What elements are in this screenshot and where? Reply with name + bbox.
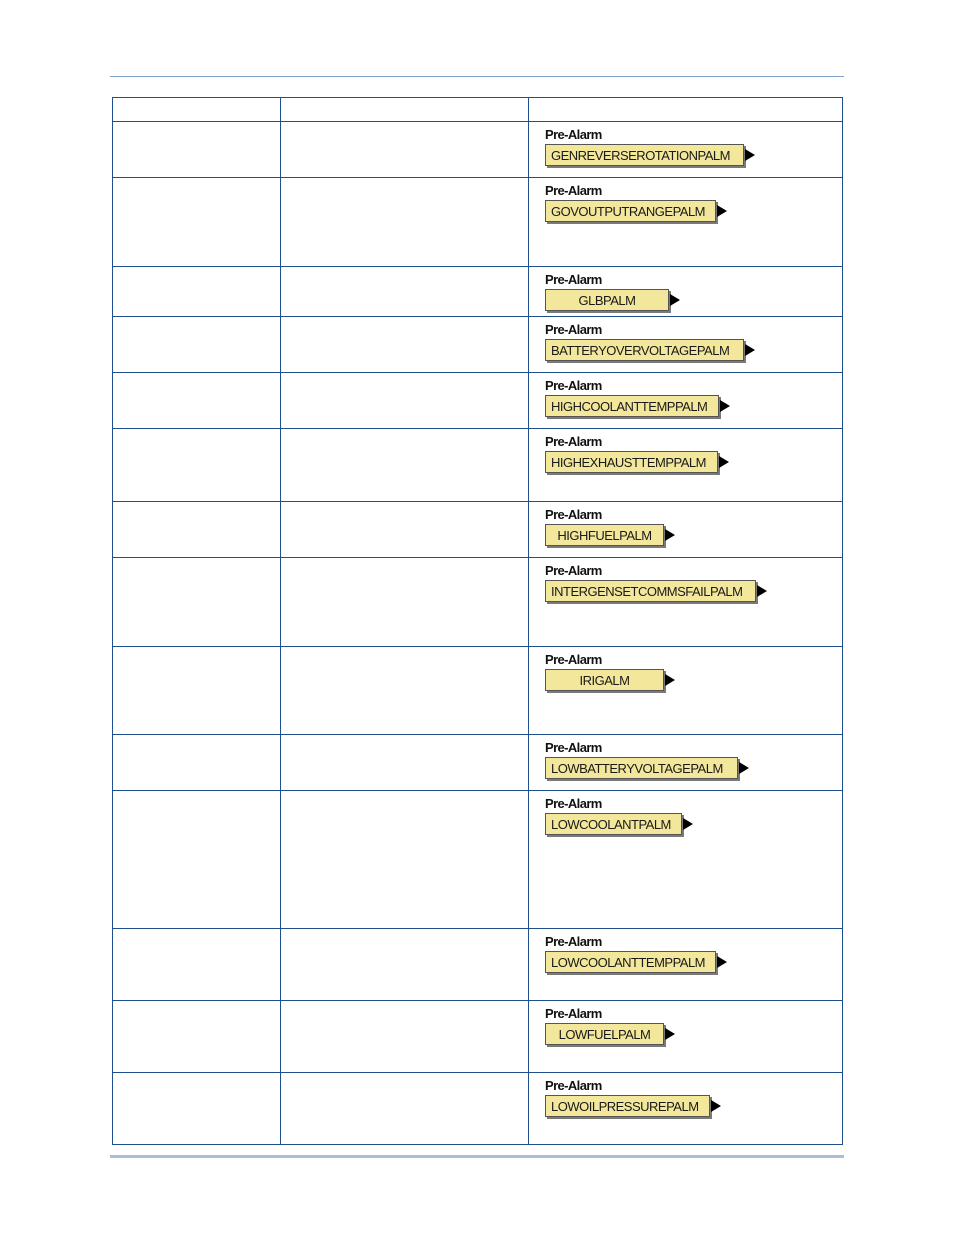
element-caption: Pre-Alarm: [545, 1006, 602, 1021]
alarm-label: BATTERYOVERVOLTAGEPALM: [545, 339, 744, 361]
table-row: [113, 267, 843, 317]
description-cell: [281, 178, 529, 267]
table-row: [113, 178, 843, 267]
logic-element: [545, 379, 842, 417]
description-cell: [281, 558, 529, 647]
logic-element-cell: [529, 317, 843, 373]
element-caption: Pre-Alarm: [545, 434, 602, 449]
description-cell: [281, 502, 529, 558]
table-row: [113, 1001, 843, 1073]
name-cell: [113, 558, 281, 647]
header-cell-logic-element: [529, 98, 843, 122]
alarm-label: LOWCOOLANTTEMPPALM: [545, 951, 716, 973]
logic-element-cell: [529, 735, 843, 791]
logic-element: [545, 323, 842, 361]
header-cell-description: [281, 98, 529, 122]
name-cell: [113, 317, 281, 373]
alarm-label: LOWCOOLANTPALM: [545, 813, 682, 835]
table-header-row: [113, 98, 843, 122]
alarm-label: LOWBATTERYVOLTAGEPALM: [545, 757, 738, 779]
alarm-label: GOVOUTPUTRANGEPALM: [545, 200, 716, 222]
logic-element: [545, 653, 842, 691]
description-cell: [281, 429, 529, 502]
logic-element: [545, 797, 842, 835]
name-cell: [113, 791, 281, 929]
description-cell: [281, 929, 529, 1001]
table-row: [113, 122, 843, 178]
description-cell: [281, 791, 529, 929]
output-arrow-icon: [757, 585, 767, 597]
description-cell: [281, 1073, 529, 1145]
description-cell: [281, 647, 529, 735]
alarm-label: IRIGALM: [545, 669, 664, 691]
name-cell: [113, 429, 281, 502]
logic-element: [545, 741, 842, 779]
alarm-label: HIGHFUELPALM: [545, 524, 664, 546]
footer-rule: [110, 1155, 844, 1158]
logic-element: [545, 435, 842, 473]
alarm-label: HIGHCOOLANTTEMPPALM: [545, 395, 719, 417]
description-cell: [281, 122, 529, 178]
logic-element: [545, 1007, 842, 1045]
name-cell: [113, 267, 281, 317]
logic-element: [545, 273, 842, 311]
output-arrow-icon: [745, 149, 755, 161]
table-row: [113, 647, 843, 735]
output-arrow-icon: [683, 818, 693, 830]
element-caption: Pre-Alarm: [545, 934, 602, 949]
element-caption: Pre-Alarm: [545, 507, 602, 522]
table-row: [113, 373, 843, 429]
pre-alarm-table: [112, 97, 843, 1145]
element-caption: Pre-Alarm: [545, 183, 602, 198]
element-caption: Pre-Alarm: [545, 127, 602, 142]
description-cell: [281, 317, 529, 373]
header-rule: [110, 76, 844, 77]
output-arrow-icon: [717, 956, 727, 968]
logic-element-cell: [529, 558, 843, 647]
output-arrow-icon: [711, 1100, 721, 1112]
output-arrow-icon: [665, 674, 675, 686]
alarm-label: INTERGENSETCOMMSFAILPALM: [545, 580, 756, 602]
table-row: [113, 1073, 843, 1145]
name-cell: [113, 373, 281, 429]
logic-element-cell: [529, 647, 843, 735]
description-cell: [281, 735, 529, 791]
logic-element-cell: [529, 1073, 843, 1145]
logic-element-cell: [529, 122, 843, 178]
output-arrow-icon: [745, 344, 755, 356]
name-cell: [113, 122, 281, 178]
table-row: [113, 429, 843, 502]
output-arrow-icon: [717, 205, 727, 217]
logic-element-cell: [529, 267, 843, 317]
output-arrow-icon: [670, 294, 680, 306]
output-arrow-icon: [665, 1028, 675, 1040]
output-arrow-icon: [719, 456, 729, 468]
logic-element: [545, 128, 842, 166]
logic-element: [545, 184, 842, 222]
logic-element: [545, 508, 842, 546]
alarm-label: GENREVERSEROTATIONPALM: [545, 144, 744, 166]
name-cell: [113, 647, 281, 735]
logic-element-cell: [529, 429, 843, 502]
logic-element-cell: [529, 373, 843, 429]
output-arrow-icon: [739, 762, 749, 774]
element-caption: Pre-Alarm: [545, 652, 602, 667]
name-cell: [113, 502, 281, 558]
name-cell: [113, 735, 281, 791]
element-caption: Pre-Alarm: [545, 378, 602, 393]
table-row: [113, 929, 843, 1001]
alarm-label: GLBPALM: [545, 289, 669, 311]
name-cell: [113, 1001, 281, 1073]
logic-element-cell: [529, 791, 843, 929]
name-cell: [113, 178, 281, 267]
element-caption: Pre-Alarm: [545, 272, 602, 287]
header-cell-name: [113, 98, 281, 122]
output-arrow-icon: [665, 529, 675, 541]
name-cell: [113, 929, 281, 1001]
logic-element-cell: [529, 502, 843, 558]
alarm-label: LOWOILPRESSUREPALM: [545, 1095, 710, 1117]
table-row: [113, 735, 843, 791]
logic-element-cell: [529, 178, 843, 267]
logic-element-cell: [529, 1001, 843, 1073]
description-cell: [281, 373, 529, 429]
logic-element-cell: [529, 929, 843, 1001]
name-cell: [113, 1073, 281, 1145]
logic-element: [545, 564, 842, 602]
element-caption: Pre-Alarm: [545, 796, 602, 811]
alarm-label: LOWFUELPALM: [545, 1023, 664, 1045]
element-caption: Pre-Alarm: [545, 322, 602, 337]
logic-element: [545, 935, 842, 973]
table-row: [113, 502, 843, 558]
output-arrow-icon: [720, 400, 730, 412]
element-caption: Pre-Alarm: [545, 1078, 602, 1093]
table-row: [113, 558, 843, 647]
alarm-label: HIGHEXHAUSTTEMPPALM: [545, 451, 718, 473]
element-caption: Pre-Alarm: [545, 740, 602, 755]
description-cell: [281, 1001, 529, 1073]
table-row: [113, 791, 843, 929]
description-cell: [281, 267, 529, 317]
element-caption: Pre-Alarm: [545, 563, 602, 578]
table-row: [113, 317, 843, 373]
logic-element: [545, 1079, 842, 1117]
